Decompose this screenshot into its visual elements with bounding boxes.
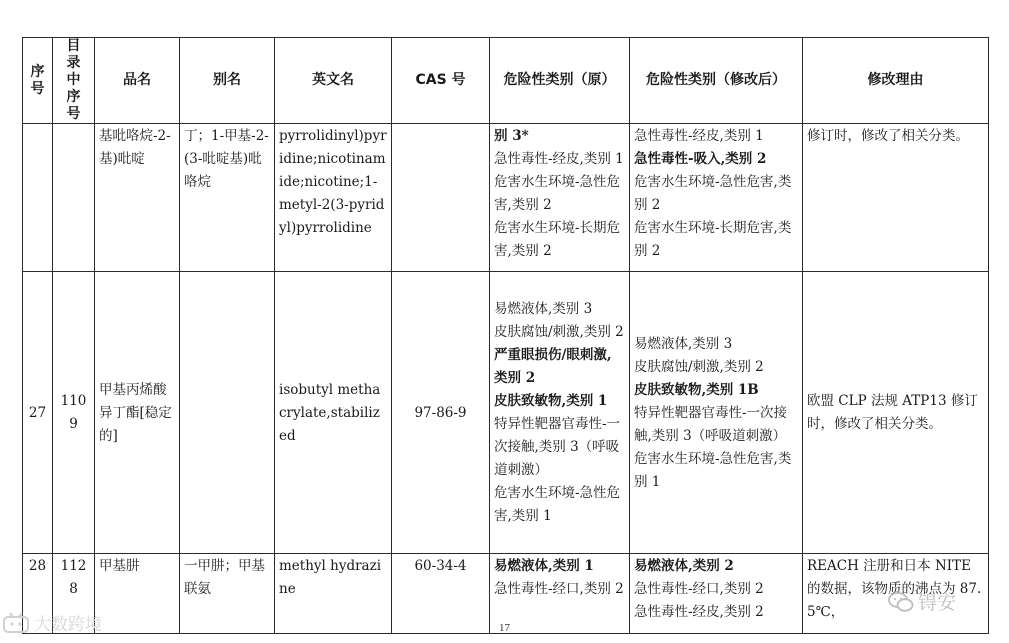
hazard-line: 危害水生环境-急性危害,类别 1 xyxy=(494,485,621,524)
hazard-classification-table xyxy=(22,37,989,634)
hazard-line: 危害水生环境-长期危害,类别 2 xyxy=(634,220,792,259)
watermark-left-text: 大数跨境 xyxy=(34,615,102,635)
cell-name: 甲基丙烯酸异丁酯[稳定的] xyxy=(95,272,180,554)
cell-english: isobutyl methacrylate,stabilized xyxy=(275,272,392,554)
cell-hazard-orig xyxy=(490,124,630,272)
header-hazard-new: 危险性类别（修改后） xyxy=(630,38,803,124)
wechat-icon xyxy=(888,591,914,613)
hazard-line: 皮肤腐蚀/刺激,类别 2 xyxy=(634,358,764,375)
hazard-line: 别 3* xyxy=(494,128,529,144)
header-alias: 别名 xyxy=(180,38,275,124)
cell-dir-seq: 1128 xyxy=(53,554,95,634)
cell-name: 基吡咯烷-2-基)吡啶 xyxy=(95,124,180,272)
hazard-line: 急性毒性-吸入,类别 2 xyxy=(634,151,767,167)
cell-hazard-new xyxy=(630,272,803,554)
hazard-line: 易燃液体,类别 3 xyxy=(494,301,593,317)
table-row xyxy=(23,124,989,272)
cell-english: methyl hydrazine xyxy=(275,554,392,634)
cell-cas: 60-34-4 xyxy=(392,554,490,634)
cell-name: 甲基肼 xyxy=(95,554,180,634)
cell-reason: 欧盟 CLP 法规 ATP13 修订时，修改了相关分类。 xyxy=(803,272,989,554)
cell-dir-seq xyxy=(53,124,95,272)
header-english: 英文名 xyxy=(275,38,392,124)
hazard-line: 特异性靶器官毒性-一次接触,类别 3（呼吸道刺激） xyxy=(494,416,621,478)
hazard-line: 易燃液体,类别 2 xyxy=(634,558,734,574)
table-row xyxy=(23,272,989,554)
header-cas: CAS 号 xyxy=(392,38,490,124)
cell-cas xyxy=(392,124,490,272)
hazard-line: 急性毒性-经皮,类别 1 xyxy=(494,151,624,167)
cell-alias: 丁；1-甲基-2-(3-吡啶基)吡咯烷 xyxy=(180,124,275,272)
table-header-row xyxy=(23,38,989,124)
hazard-line: 易燃液体,类别 3 xyxy=(634,335,733,352)
hazard-line: 特异性靶器官毒性-一次接触,类别 3（呼吸道刺激） xyxy=(634,404,788,444)
hazard-line: 危害水生环境-长期危害,类别 2 xyxy=(494,220,621,259)
hazard-line: 危害水生环境-急性危害,类别 2 xyxy=(634,174,792,213)
hazard-line: 危害水生环境-急性危害,类别 2 xyxy=(494,174,621,213)
header-dir-seq: 目录中序号 xyxy=(53,38,95,124)
page-number: 17 xyxy=(499,622,510,634)
hazard-line: 急性毒性-经口,类别 2 xyxy=(634,581,764,597)
header-name: 品名 xyxy=(95,38,180,124)
cell-hazard-orig xyxy=(490,272,630,554)
header-hazard-orig: 危险性类别（原） xyxy=(490,38,630,124)
cell-alias: 一甲肼；甲基联氨 xyxy=(180,554,275,634)
cell-dir-seq: 1109 xyxy=(53,272,95,554)
hazard-line: 易燃液体,类别 1 xyxy=(494,558,594,574)
watermark-left xyxy=(2,610,102,635)
hazard-line: 急性毒性-经口,类别 2 xyxy=(494,581,624,597)
cell-english: pyrrolidinyl)pyridine;nicotinamide;nicotine;1-metyl-2(3-pyridyl)pyrrolidine xyxy=(275,124,392,272)
header-reason: 修改理由 xyxy=(803,38,989,124)
watermark-right-text: 锝安 xyxy=(918,592,957,614)
cell-seq: 28 xyxy=(23,554,53,634)
cell-alias xyxy=(180,272,275,554)
cell-seq: 27 xyxy=(23,272,53,554)
cell-cas: 97-86-9 xyxy=(392,272,490,554)
header-seq: 序号 xyxy=(23,38,53,124)
hazard-line: 严重眼损伤/眼刺激,类别 2 xyxy=(494,347,612,386)
hazard-line: 急性毒性-经皮,类别 1 xyxy=(634,128,764,144)
cell-reason: REACH 注册和日本 NITE 的数据，该物质的沸点为 87.5℃， xyxy=(803,554,989,634)
hazard-line: 危害水生环境-急性危害,类别 1 xyxy=(634,450,792,490)
hazard-line: 皮肤致敏物,类别 1 xyxy=(494,393,608,409)
tv-logo-icon xyxy=(2,612,30,634)
cell-seq xyxy=(23,124,53,272)
cell-hazard-new xyxy=(630,124,803,272)
hazard-line: 急性毒性-经皮,类别 2 xyxy=(634,604,764,620)
hazard-line: 皮肤腐蚀/刺激,类别 2 xyxy=(494,324,624,340)
cell-reason: 修订时，修改了相关分类。 xyxy=(803,124,989,272)
watermark-right xyxy=(888,588,956,615)
hazard-line: 皮肤致敏物,类别 1B xyxy=(634,381,759,398)
